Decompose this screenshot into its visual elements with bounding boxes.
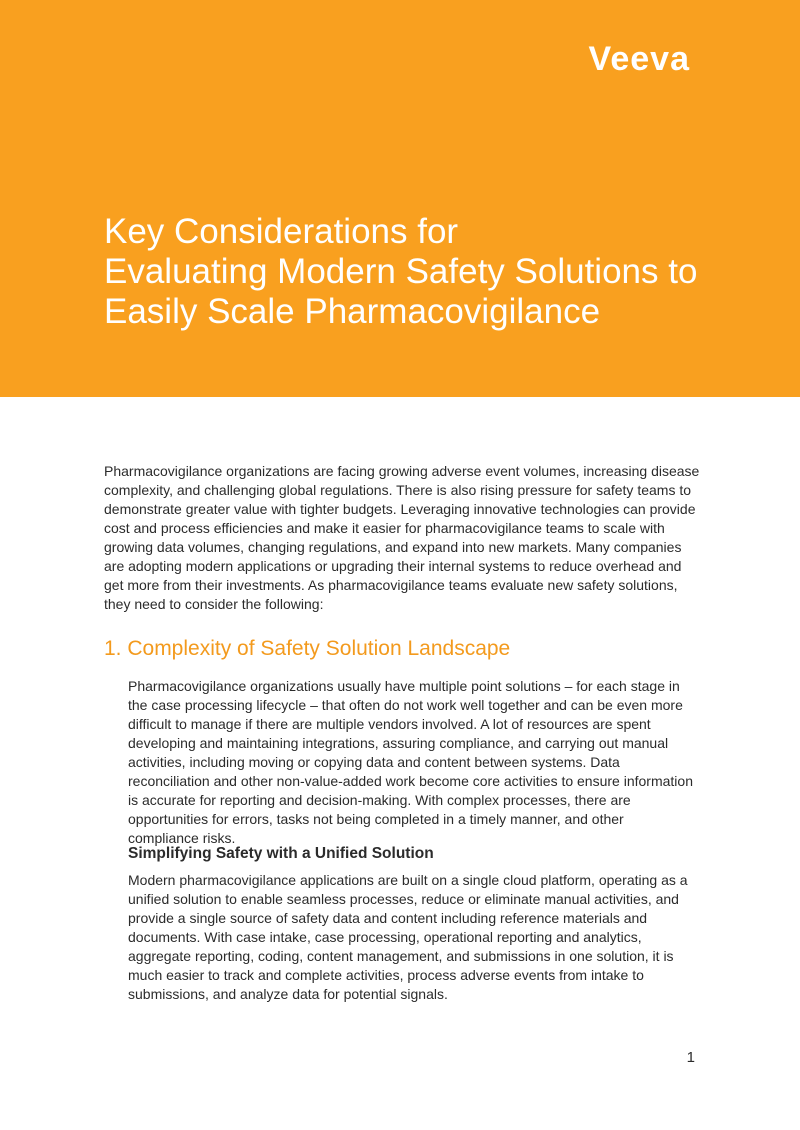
- title-line-3: Easily Scale Pharmacovigilance: [104, 292, 601, 331]
- title-line-1: Key Considerations for: [104, 212, 459, 251]
- page-number: 1: [686, 1049, 695, 1066]
- intro-paragraph: Pharmacovigilance organizations are facing growing adverse event volumes, increasing disease complexity, and challenging global regulations. There is also rising pressure for safety teams to demonstrate greater value with tighter budgets. Leveraging innovative technologies can provide cost and process efficiencies and make it easier for pharmacovigilance teams to scale with growing data volumes, changing regulations, and expand into new markets. Many companies are adopting modern applications or upgrading their internal systems to reduce overhead and get more from their investments. As pharmacovigilance teams evaluate new safety solutions, they need to consider the following:: [104, 463, 700, 612]
- section-1-subbody: Modern pharmacovigilance applications are built on a single cloud platform, operating as a unified solution to enable seamless processes, reduce or eliminate manual activities, and provide a single source of safety data and content including reference materials and documents. With case intake, case processing, operational reporting and analytics, aggregate reporting, coding, content management, and submissions in one solution, it is much easier to track and complete activities, process adverse events from intake to submissions, and analyze data for potential signals.: [128, 872, 688, 1002]
- section-1-subheading: Simplifying Safety with a Unified Solution: [128, 845, 434, 862]
- title-line-2: Evaluating Modern Safety Solutions to: [104, 252, 698, 291]
- section-1-heading: 1. Complexity of Safety Solution Landscape: [104, 637, 511, 660]
- veeva-logo: Veeva: [588, 40, 690, 78]
- section-1-body: Pharmacovigilance organizations usually have multiple point solutions – for each stage in the case processing lifecycle – that often do not work well together and can be even more difficult to manage if there are multiple vendors involved. A lot of resources are spent developing and maintaining integrations, assuring compliance, and carrying out manual activities, including moving or copying data and content between systems. Data reconciliation and other non-value-added work become core activities to ensure information is accurate for reporting and decision-making. With complex processes, there are opportunities for errors, tasks not being completed in a timely manner, and other compliance risks.: [128, 678, 693, 846]
- cover-banner: [0, 0, 800, 397]
- document-title: [104, 212, 744, 332]
